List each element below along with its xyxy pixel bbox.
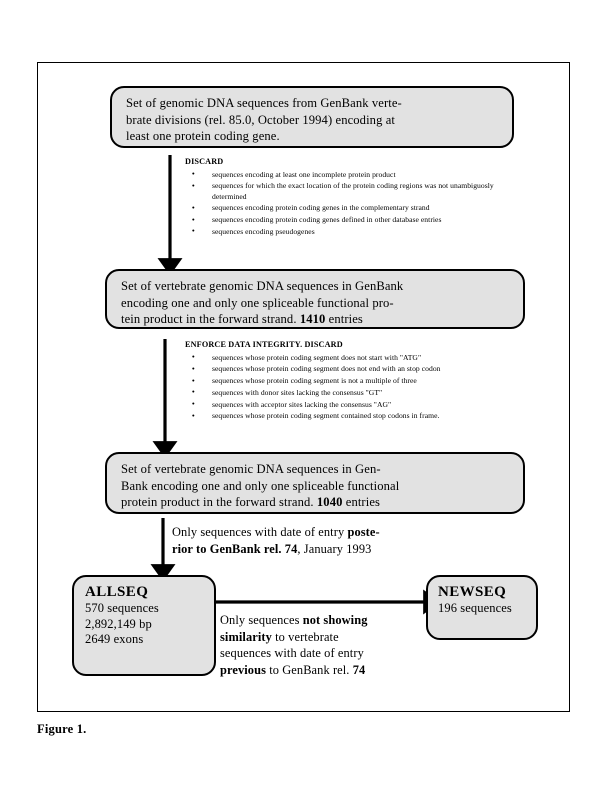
filtered-1410-line-2: encoding one and only one spliceable functional pro- (121, 295, 394, 310)
list-item (185, 215, 515, 225)
source-set-line-2: brate divisions (rel. 85.0, October 1994) encoding at (126, 112, 395, 127)
annotation-similarity-line-1-bold: not showing (302, 613, 368, 627)
annotation-similarity-line-2-post: to vertebrate (271, 629, 339, 644)
filtered-1040-line-3-post: entries (342, 495, 381, 509)
list-item (185, 353, 520, 363)
list-item-text: sequences with donor sites lacking the consensus "GT" (212, 387, 383, 397)
annotation-similarity-line-1-pre: Only sequences (220, 613, 303, 627)
annotation-date-line-2 (172, 541, 492, 558)
newseq-line-1: 196 sequences (438, 601, 512, 615)
list-item (185, 170, 515, 180)
integrity-criteria-2 (185, 340, 520, 423)
source-set-box (110, 86, 514, 148)
annotation-similarity-line-3: sequences with date of entry (220, 646, 364, 660)
bullet-icon: • (192, 214, 195, 224)
list-item-text: sequences whose protein coding segment does not end with an stop codon (212, 364, 441, 374)
list-item-text: sequences whose protein coding segment does not start with "ATG" (212, 352, 422, 362)
filtered-1410-line-3-post: entries (325, 312, 363, 326)
allseq-result-box (72, 575, 216, 676)
newseq-result-box (426, 575, 538, 640)
source-set-line-1: Set of genomic DNA sequences from GenBank verte- (126, 96, 402, 110)
list-item (185, 181, 515, 201)
source-set-line-3: least one protein coding gene. (126, 129, 280, 143)
list-item-text: sequences whose protein coding segment is not a multiple of three (212, 376, 417, 386)
filtered-1410-text (107, 271, 523, 334)
annotation-similarity-line-2-bold: similarity (220, 629, 272, 644)
filtered-1040-line-3 (121, 494, 511, 511)
list-item-text: sequences encoding pseudogenes (212, 226, 315, 236)
bullet-icon: • (192, 399, 195, 409)
bullet-icon: • (192, 202, 195, 212)
bullet-icon: • (192, 226, 195, 236)
filtered-1040-line-2: Bank encoding one and only one spliceable functional (121, 478, 400, 493)
list-item (185, 400, 520, 410)
list-item (185, 411, 520, 421)
filtered-1410-box (105, 269, 525, 329)
filtered-1040-line-1: Set of vertebrate genomic DNA sequences in Gen- (121, 462, 381, 476)
allseq-title: ALLSEQ (85, 584, 149, 600)
annotation-similarity-line-4-post: to GenBank rel. (266, 662, 353, 677)
bullet-icon: • (192, 387, 195, 397)
allseq-line-1: 570 sequences (85, 601, 159, 615)
allseq-line-2: 2,892,149 bp (85, 616, 152, 631)
annotation-date-line-1-pre: Only sequences with date of entry (172, 525, 348, 539)
annotation-date-line-1 (172, 524, 492, 541)
filtered-1410-count: 1410 (299, 312, 326, 326)
filtered-1410-line-3-pre: tein product in the forward strand. (121, 312, 300, 326)
discard-criteria-1-list (185, 170, 515, 238)
list-item-text: sequences whose protein coding segment contained stop codons in frame. (212, 411, 440, 421)
annotation-date-line-1-bold: poste- (347, 525, 380, 539)
list-item (185, 388, 520, 398)
annotation-similarity-line-4 (220, 662, 442, 679)
annotation-date-line-2-post: , January 1993 (297, 541, 372, 556)
annotation-similarity (220, 612, 442, 678)
list-item-text: sequences encoding protein coding genes in the complementary strand (212, 203, 430, 213)
figure-caption (37, 722, 86, 737)
list-item-text: sequences encoding at least one incomplete protein product (212, 169, 396, 179)
filtered-1040-line-3-pre: protein product in the forward strand. (121, 495, 317, 509)
list-item (185, 364, 520, 374)
list-item (185, 227, 515, 237)
discard-criteria-1-heading: DISCARD (185, 157, 224, 166)
bullet-icon: • (192, 375, 195, 385)
list-item-text: sequences with acceptor sites lacking the consensus "AG" (212, 399, 392, 409)
bullet-icon: • (192, 352, 195, 361)
filtered-1410-line-1: Set of vertebrate genomic DNA sequences in GenBank (121, 279, 404, 293)
bullet-icon: • (192, 169, 195, 178)
annotation-similarity-line-4-bold2: 74 (352, 662, 366, 677)
filtered-1040-text (107, 454, 523, 517)
annotation-similarity-line-4-bold: previous (220, 662, 267, 677)
annotation-similarity-line-2 (220, 629, 442, 646)
bullet-icon: • (192, 363, 195, 373)
annotation-date-line-2-bold: rior to GenBank rel. 74 (172, 541, 298, 556)
filtered-1410-line-3 (121, 311, 511, 328)
filtered-1040-count: 1040 (316, 495, 343, 509)
filtered-1040-box (105, 452, 525, 514)
allseq-line-3: 2649 exons (85, 632, 144, 646)
list-item-text: sequences encoding protein coding genes defined in other database entries (212, 215, 442, 225)
newseq-title: NEWSEQ (438, 584, 507, 600)
integrity-criteria-2-list (185, 353, 520, 422)
figure-caption-label: Figure 1. (37, 722, 87, 736)
integrity-criteria-2-heading: ENFORCE DATA INTEGRITY. DISCARD (185, 340, 343, 349)
list-item (185, 376, 520, 386)
annotation-date-of-entry (172, 524, 492, 557)
list-item (185, 203, 515, 213)
annotation-similarity-line-1 (220, 612, 442, 629)
list-item-text: sequences for which the exact location of the protein coding regions was not unambiguosly determined (212, 181, 494, 201)
bullet-icon: • (192, 180, 195, 190)
bullet-icon: • (192, 410, 195, 420)
source-set-text (112, 88, 512, 151)
discard-criteria-1 (185, 157, 515, 239)
